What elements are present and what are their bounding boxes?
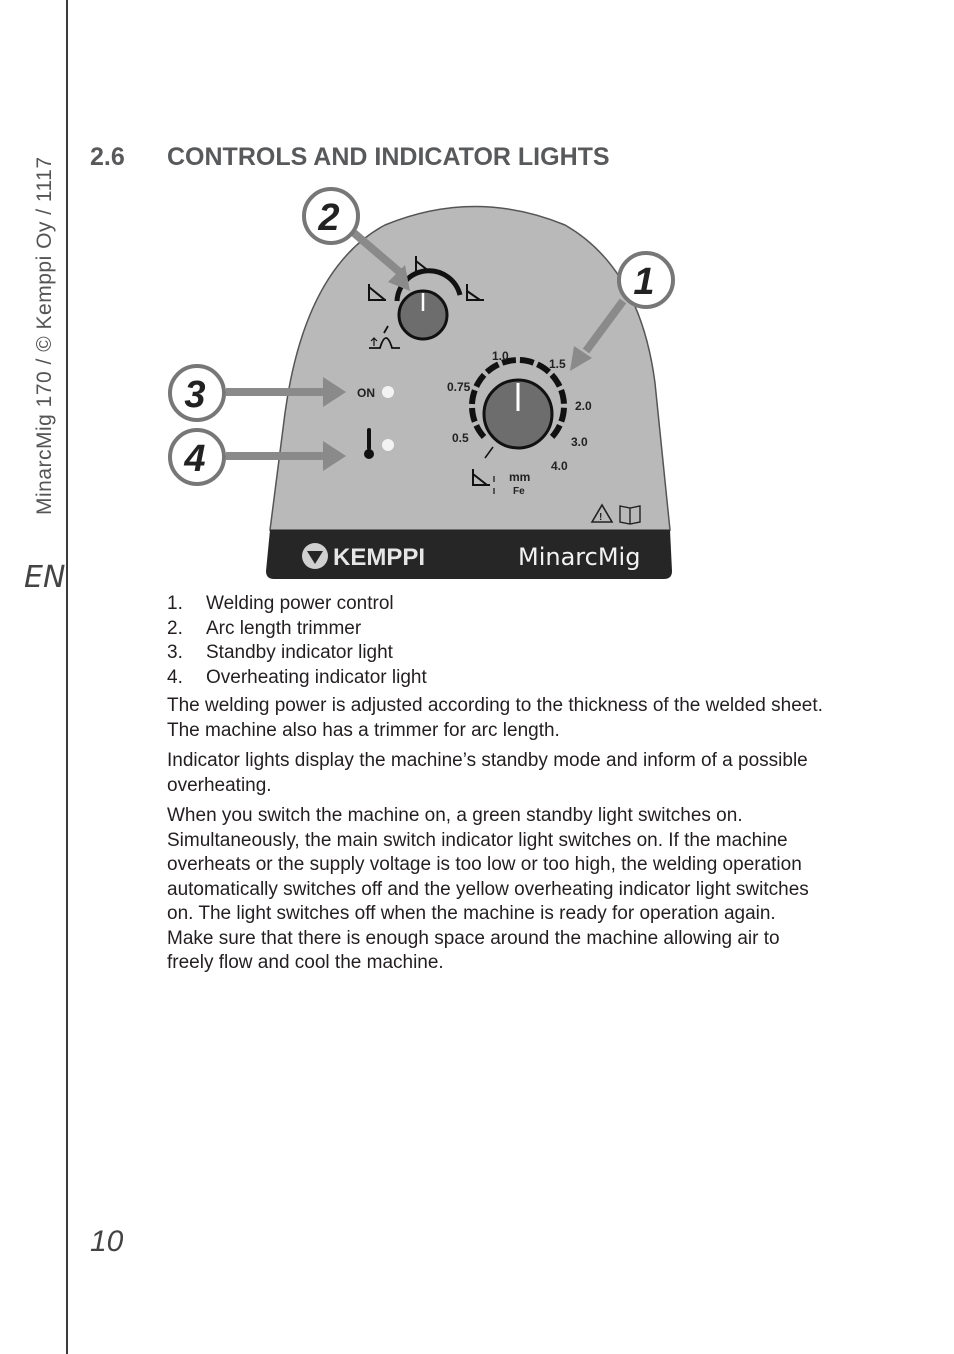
control-panel-figure <box>160 183 700 588</box>
margin-rule <box>66 0 68 1354</box>
body-text <box>167 694 827 982</box>
dial-label-2-0: 2.0 <box>575 399 592 413</box>
dial-label-3-0: 3.0 <box>571 435 588 449</box>
thermometer-bulb-icon <box>364 449 374 459</box>
list-item <box>167 617 427 642</box>
list-item-label: Overheating indicator light <box>206 666 427 688</box>
paragraph: Indicator lights display the machine’s standby mode and inform of a possible overheating. <box>167 750 808 796</box>
language-tag: EN <box>24 560 66 595</box>
paragraph: The welding power is adjusted according to the thickness of the welded sheet. The machine also has a trimmer for arc length. <box>167 695 823 741</box>
unit-label: mm <box>509 470 531 484</box>
dial-label-0-5: 0.5 <box>452 431 469 445</box>
thermometer-icon <box>367 428 371 450</box>
paragraph: When you switch the machine on, a green standby light switches on. Simultaneously, the main switch indicator light switches on. If the machine overheats or the supply voltage is too low or too high, the welding operation automatically switches off and the yellow overheating indicator light switches on. The light switches off when the machine is ready for operation again. Make sure that there is enough space around the machine allowing air to freely flow and cool the machine. <box>167 805 809 973</box>
dial-label-0-75: 0.75 <box>447 380 471 394</box>
list-item <box>167 641 427 666</box>
section-heading <box>90 143 610 172</box>
section-title: CONTROLS AND INDICATOR LIGHTS <box>167 143 610 171</box>
on-label: ON <box>357 386 375 400</box>
list-item-number: 1. <box>167 593 183 614</box>
legend-list <box>167 592 427 690</box>
list-item-label: Standby indicator light <box>206 642 393 663</box>
document-footer-side: MinarcMig 170 / © Kemppi Oy / 1117 <box>33 156 56 515</box>
dial-label-1-5: 1.5 <box>549 357 566 371</box>
list-item-number: 2. <box>167 617 183 639</box>
material-label: Fe <box>513 486 525 497</box>
model-name: MinarcMig <box>518 543 641 571</box>
list-item-number: 3. <box>167 642 183 663</box>
panel-body <box>270 207 670 531</box>
callout-number-4: 4 <box>184 438 206 480</box>
list-item-label: Welding power control <box>206 593 394 614</box>
list-item <box>167 592 427 617</box>
dial-label-4-0: 4.0 <box>551 459 568 473</box>
list-item-number: 4. <box>167 666 183 688</box>
brand-name: KEMPPI <box>333 544 426 571</box>
callout-number-1: 1 <box>633 261 655 303</box>
list-item-label: Arc length trimmer <box>206 617 362 639</box>
control-panel-drawing <box>160 183 700 588</box>
section-number: 2.6 <box>90 143 125 171</box>
standby-indicator-light <box>382 386 394 398</box>
dial-label-1-0: 1.0 <box>492 349 509 363</box>
overheating-indicator-light <box>382 439 394 451</box>
page-number: 10 <box>90 1225 124 1258</box>
list-item <box>167 666 427 691</box>
callout-number-2: 2 <box>318 197 340 239</box>
warning-icon-mark: ! <box>599 512 603 523</box>
callout-number-3: 3 <box>184 374 206 416</box>
